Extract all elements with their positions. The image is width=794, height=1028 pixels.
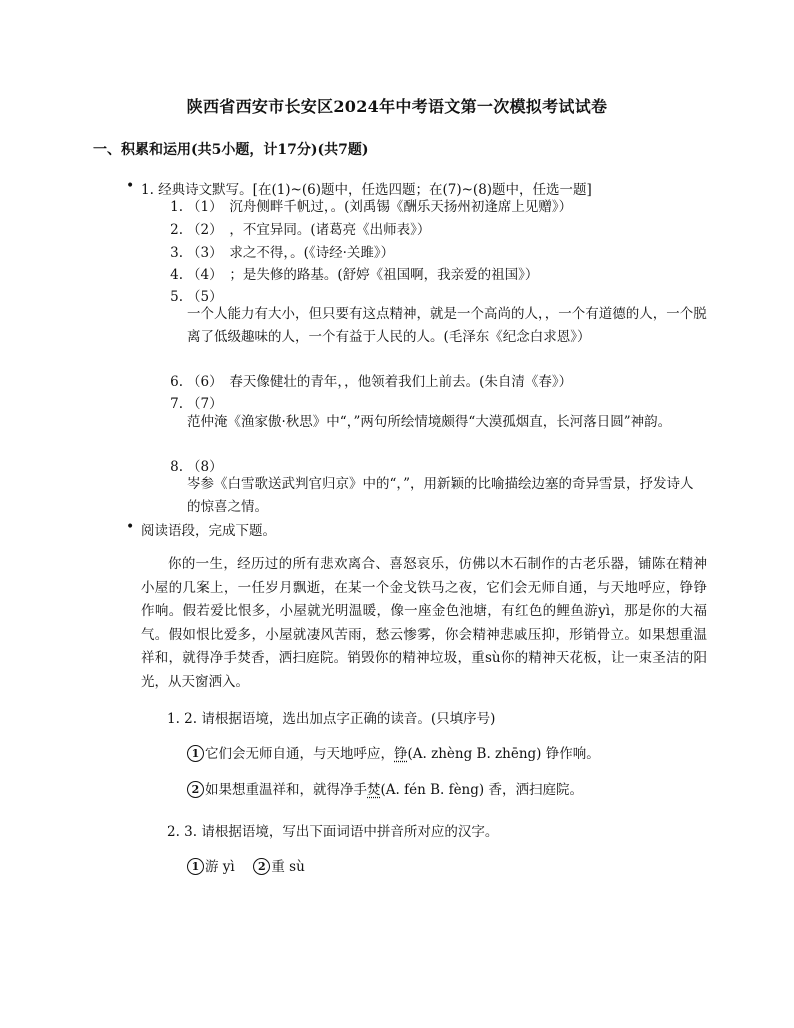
list-item (170, 371, 573, 394)
item-number: 5. (170, 289, 183, 305)
circled-number: 2 (253, 858, 270, 875)
item-continuation: 范仲淹《渔家傲·秋思》中“，”两句所绘情境颇得“大漠孤烟直，长河落日圆”神韵。 (187, 414, 672, 430)
list-item (170, 219, 431, 242)
emphasized-char: 焚 (367, 782, 381, 798)
item-number: 8. (170, 459, 183, 475)
item-number: 2. (170, 222, 183, 238)
answer-term: 游 yì (205, 859, 235, 875)
page-title: 陕西省西安市长安区2024年中考语文第一次模拟考试试卷 (186, 97, 608, 116)
reading-header-text: 阅读语段，完成下题。 (141, 523, 276, 539)
emphasized-char: 铮 (394, 746, 408, 762)
reading-header (126, 519, 276, 539)
answer-term: 重 sù (271, 859, 305, 875)
item-continuation: 一个人能力有大小，但只要有这点精神，就是一个高尚的人，，一个有道德的人，一个脱离了低级趣味的人，一个有益于人民的人。(毛泽东《纪念白求恩》） (187, 306, 707, 345)
question-3-answers (187, 855, 305, 875)
circled-number: 1 (187, 858, 204, 875)
option-pinyin: (A. fén B. fèng) 香，洒扫庭院。 (380, 782, 583, 798)
item-number: 6. (170, 374, 183, 390)
item-text: （2） ，不宜异同。(诸葛亮《出师表》） (187, 222, 431, 238)
bullet-icon: • (126, 519, 135, 535)
item-text: （8） (187, 459, 223, 475)
item-continuation: 岑参《白雪歌送武判官归京》中的“，”，用新颖的比喻描绘边塞的奇异雪景，抒发诗人的惊喜之情。 (187, 476, 694, 515)
circled-number: 2 (187, 781, 204, 798)
question-1-text: 1. 经典诗文默写。[在(1)~(6)题中，任选四题；在(7)~(8)题中，任选一题] (141, 182, 592, 198)
question-2-header: 1. 2. 请根据语境，选出加点字正确的读音。(只填序号) (167, 711, 496, 727)
item-text: （7） (187, 396, 223, 412)
question-2-option-2 (187, 778, 583, 798)
item-text: （4） ；是失修的路基。(舒婷《祖国啊，我亲爱的祖国》） (187, 267, 539, 283)
list-item (170, 264, 539, 287)
item-text: （3） 求之不得，。(《诗经·关雎》） (187, 245, 395, 261)
item-text: （6） 春天像健壮的青年，，他领着我们上前去。(朱自清《春》） (187, 374, 573, 390)
item-number: 3. (170, 245, 183, 261)
item-text: （1） 沉舟侧畔千帆过，。(刘禹锡《酬乐天扬州初逢席上见赠》） (187, 199, 573, 215)
question-2-option-1 (187, 742, 600, 762)
list-item (170, 196, 573, 219)
option-text: 它们会无师自通，与天地呼应， (205, 746, 394, 762)
question-1-header (126, 178, 592, 198)
item-number: 7. (170, 396, 183, 412)
reading-passage: 你的一生，经历过的所有悲欢离合、喜怒哀乐，仿佛以木石制作的古老乐器，铺陈在精神小屋的几案上，一任岁月飘逝，在某一个金戈铁马之夜，它们会无师自通，与天地呼应，铮铮作响。假若爱比恨多，小屋就光明温暖，像一座金色池塘，有红色的鲤鱼游yì，那是你的大福气。假如恨比爱多，小屋就凄风苦雨，愁云惨雾，你会精神悲戚压抑，形销骨立。如果想重温祥和，就得净手焚香，洒扫庭院。销毁你的精神垃圾，重sù你的精神天花板，让一束圣洁的阳光，从天窗洒入。 (141, 556, 707, 690)
item-text: （5） (187, 289, 223, 305)
item-number: 1. (170, 199, 183, 215)
list-item (170, 242, 395, 265)
question-3-header: 2. 3. 请根据语境，写出下面词语中拼音所对应的汉字。 (167, 824, 499, 840)
circled-number: 1 (187, 745, 204, 762)
bullet-icon: • (126, 178, 135, 194)
section-heading: 一、积累和运用(共5小题，计17分)(共7题) (93, 142, 369, 158)
option-text: 如果想重温祥和，就得净手 (205, 782, 367, 798)
item-number: 4. (170, 267, 183, 283)
option-pinyin: (A. zhèng B. zhēng) 铮作响。 (407, 746, 600, 762)
